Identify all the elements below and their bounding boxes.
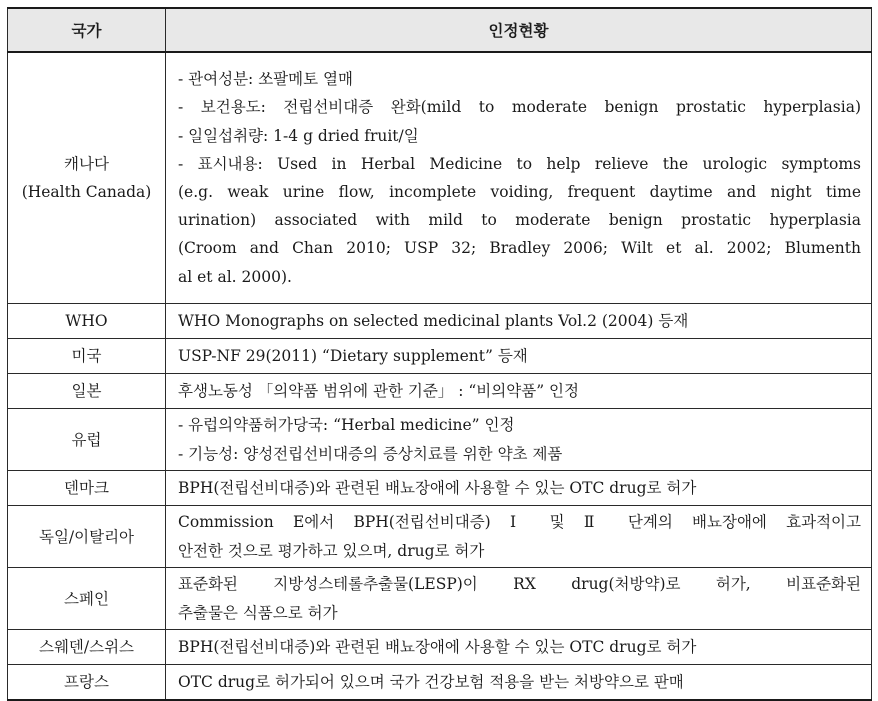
status-line: urination) associated with mild to moderate benign prostatic hyperplasia <box>178 211 861 230</box>
table-row-sweden-switzerland <box>8 630 872 665</box>
table-row-germany-italy <box>8 506 872 568</box>
status-cell <box>166 568 872 630</box>
status-line: - 표시내용: Used in Herbal Medicine to help relieve the urologic symptoms <box>178 154 861 173</box>
status-cell <box>166 630 872 665</box>
table-row-who <box>8 304 872 339</box>
status-line: al et al. 2000). <box>178 267 292 286</box>
country-cell: 미국 <box>8 339 166 374</box>
country-cell: 스페인 <box>8 568 166 630</box>
status-line: - 기능성: 양성전립선비대증의 증상치료를 위한 약초 제품 <box>178 444 563 463</box>
status-cell <box>166 665 872 701</box>
status-line: - 관여성분: 쏘팔메토 열매 <box>178 70 353 89</box>
status-line: Commission E에서 BPH(전립선비대증) Ⅰ 및 Ⅱ 단계의 배뇨장애에 효과적이고 <box>178 513 861 532</box>
status-cell <box>166 304 872 339</box>
country-cell: WHO <box>8 304 166 339</box>
approval-status-table <box>7 7 872 701</box>
status-line: 추출물은 식품으로 허가 <box>178 603 338 622</box>
country-cell: 프랑스 <box>8 665 166 701</box>
table-row-usa <box>8 339 872 374</box>
header-row <box>8 8 872 52</box>
country-column-header: 국가 <box>8 8 166 52</box>
country-cell: 독일/이탈리아 <box>8 506 166 568</box>
status-column-header: 인정현황 <box>166 8 872 52</box>
country-cell: 스웨덴/스위스 <box>8 630 166 665</box>
status-line: USP-NF 29(2011) “Dietary supplement” 등재 <box>178 346 528 365</box>
status-cell <box>166 374 872 409</box>
table-row-france <box>8 665 872 701</box>
country-cell: 유럽 <box>8 409 166 471</box>
country-cell <box>8 52 166 304</box>
status-line: BPH(전립선비대증)와 관련된 배뇨장애에 사용할 수 있는 OTC drug로 허가 <box>178 478 697 497</box>
status-cell <box>166 471 872 506</box>
status-line: BPH(전립선비대증)와 관련된 배뇨장애에 사용할 수 있는 OTC drug로 허가 <box>178 637 697 656</box>
status-line: - 일일섭취량: 1-4 g dried fruit/일 <box>178 126 419 145</box>
status-cell <box>166 52 872 304</box>
status-line: (e.g. weak urine flow, incomplete voiding, frequent daytime and night time <box>178 183 861 201</box>
status-line: - 보건용도: 전립선비대증 완화(mild to moderate benign prostatic hyperplasia) <box>178 98 861 117</box>
table-row-canada <box>8 52 872 304</box>
country-agency: (Health Canada) <box>21 183 152 201</box>
status-line: 안전한 것으로 평가하고 있으며, drug로 허가 <box>178 541 485 560</box>
status-line: 표준화된 지방성스테롤추출물(LESP)이 RX drug(처방약)로 허가, 비표준화된 <box>178 575 861 594</box>
table-row-spain <box>8 568 872 630</box>
status-line: (Croom and Chan 2010; USP 32; Bradley 2006; Wilt et al. 2002; Blumenth <box>178 239 861 258</box>
status-line: 후생노동성 「의약품 범위에 관한 기준」 : “비의약품” 인정 <box>178 381 579 400</box>
status-line: WHO Monographs on selected medicinal plants Vol.2 (2004) 등재 <box>178 311 689 330</box>
status-cell <box>166 409 872 471</box>
country-cell: 덴마크 <box>8 471 166 506</box>
status-cell <box>166 339 872 374</box>
country-cell: 일본 <box>8 374 166 409</box>
status-cell <box>166 506 872 568</box>
table-row-denmark <box>8 471 872 506</box>
status-line: OTC drug로 허가되어 있으며 국가 건강보험 적용을 받는 처방약으로 판매 <box>178 672 684 691</box>
table-row-europe <box>8 409 872 471</box>
table-row-japan <box>8 374 872 409</box>
status-line: - 유럽의약품허가당국: “Herbal medicine” 인정 <box>178 416 515 435</box>
country-name: 캐나다 <box>64 155 109 173</box>
